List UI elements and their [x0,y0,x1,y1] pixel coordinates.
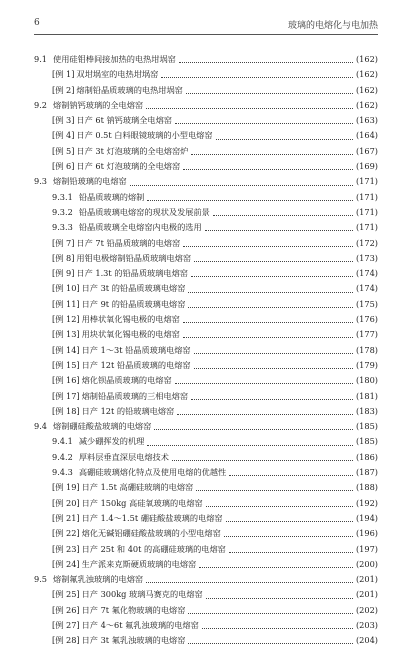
dot-leader [216,139,353,140]
toc-entry-number: [例 25] [52,589,80,600]
dot-leader [229,552,353,553]
toc-entry-page: (174) [355,283,378,294]
dot-leader [175,383,353,384]
toc-entry[interactable] [34,312,378,327]
toc-entry-number: [例 3] [52,115,75,126]
toc-entry-number: [例 9] [52,268,75,279]
toc-entry[interactable] [34,128,378,143]
toc-entry-title: 熔制铅玻璃的电熔窑 [53,176,127,187]
toc-entry-title: 日产 150kg 高硅氧玻璃的电熔窑 [81,497,203,508]
toc-entry-title: 使用硅钼棒间接加热的电热坩埚窑 [53,54,176,64]
toc-entry-number: [例 23] [52,543,80,554]
toc-entry-number: 9.3 [34,176,48,187]
toc-entry[interactable] [34,542,378,557]
toc-entry[interactable] [34,419,378,434]
toc-entry-number: [例 6] [52,161,75,172]
toc-entry[interactable] [34,587,378,602]
toc-entry-title: 铅晶质玻璃的熔制 [78,191,145,202]
toc-entry-page: (202) [355,604,378,615]
toc-entry-title: 日产 12t 的铅玻璃电熔窑 [81,405,175,416]
toc-entry[interactable] [34,526,378,541]
toc-entry[interactable] [34,67,378,82]
toc-entry-title: 铅晶质玻璃电熔窑的现状及发展前景 [78,206,210,217]
toc-entry-page: (171) [355,176,378,187]
toc-entry-number: 9.3.1 [52,191,73,202]
toc-entry-page: (167) [355,145,378,156]
toc-entry[interactable] [34,618,378,633]
toc-entry-title: 熔化钡晶质玻璃的电熔窑 [81,375,172,386]
toc-entry-number: 9.3.2 [52,206,73,217]
dot-leader [130,185,353,186]
dot-leader [226,521,353,522]
dot-leader [186,93,353,94]
toc-entry[interactable] [34,281,378,296]
toc-entry-title: 日产 6t 钠钙玻璃全电熔窑 [76,115,172,126]
dot-leader [224,536,353,537]
toc-entry-page: (177) [355,329,378,340]
dot-leader [188,613,353,614]
toc-entry-page: (172) [355,237,378,248]
toc-entry-title: 熔制铅晶质玻璃的三相电熔窑 [81,390,189,401]
toc-entry-page: (162) [355,54,378,64]
toc-entry-number: 9.2 [34,99,48,110]
toc-entry-number: [例 27] [52,619,80,630]
toc-entry-number: 9.3.3 [52,222,73,233]
toc-entry-number: 9.4.1 [52,436,73,447]
toc-entry-number: [例 28] [52,635,80,646]
toc-entry-number: 9.4.3 [52,467,73,478]
dot-leader [206,506,353,507]
toc-entry-title: 熔化无碱铝硼硅酸盐玻璃的小型电熔窑 [81,528,221,539]
toc-entry-title: 日产 3t 灯泡玻璃的全电熔窑炉 [76,145,189,156]
toc-entry-page: (185) [355,421,378,432]
toc-entry-page: (194) [355,512,378,523]
dot-leader [213,215,353,216]
toc-entry[interactable] [34,358,378,373]
toc-entry[interactable] [34,174,378,189]
toc-entry-number: [例 22] [52,528,80,539]
toc-entry[interactable] [34,511,378,526]
toc-entry-number: 9.4.2 [52,451,73,462]
toc-entry-page: (203) [355,619,378,630]
dot-leader [205,230,353,231]
toc-entry-page: (180) [355,375,378,386]
toc-entry[interactable] [34,327,378,342]
toc-entry[interactable] [34,205,378,220]
toc-entry-title: 日产 1.4～1.5t 硼硅酸盐玻璃的电熔窑 [81,512,223,523]
toc-entry[interactable] [34,113,378,128]
page-number: 6 [34,18,40,28]
toc-entry-number: [例 13] [52,329,80,340]
toc-entry-title: 铅晶质玻璃全电熔窑内电极的选用 [78,222,202,233]
toc-entry[interactable] [34,450,378,465]
dot-leader [191,399,353,400]
dot-leader [206,598,353,599]
toc-entry[interactable] [34,557,378,572]
dot-leader [196,490,353,491]
toc-entry-title: 日产 7t 铅晶质玻璃的电熔窑 [76,237,181,248]
toc-entry-number: [例 16] [52,375,80,386]
running-title: 玻璃的电熔化与电加热 [287,21,378,31]
dot-leader [188,292,353,293]
toc-entry-title: 熔制氟乳浊玻璃的电熔窑 [53,574,144,585]
toc-entry-page: (171) [355,191,378,202]
toc-entry-number: [例 11] [52,298,80,309]
toc-entry[interactable] [34,190,378,205]
toc-entry-number: [例 8] [52,252,75,263]
toc-entry-page: (186) [355,451,378,462]
toc-entry-title: 熔制铅晶质玻璃的电热坩埚窑 [76,84,183,95]
toc-entry[interactable] [34,297,378,312]
toc-entry-page: (171) [355,206,378,217]
toc-entry-page: (185) [355,436,378,447]
dot-leader [146,582,353,583]
dot-leader [154,429,353,430]
toc-entry[interactable] [34,373,378,388]
dot-leader [188,307,353,308]
toc-entry-number: [例 5] [52,145,75,156]
toc-entry-title: 日产 4～6t 氟乳浊玻璃的电熔窑 [81,619,199,630]
dot-leader [194,353,353,354]
dot-leader [183,337,353,338]
toc-entry-number: [例 2] [52,84,75,95]
toc-entry-title: 日产 0.5t 白料眼镜玻璃的小型电熔窑 [76,130,213,141]
toc-entry-page: (197) [355,543,378,554]
toc-entry-title: 日产 25t 和 40t 的高硼硅玻璃的电熔窑 [81,543,226,554]
dot-leader [194,261,353,262]
toc-entry[interactable] [34,52,378,67]
toc-entry-page: (187) [355,467,378,478]
toc-entry-title: 高硼硅玻璃熔化特点及使用电熔的优越性 [78,467,227,478]
toc-entry-number: [例 7] [52,237,75,248]
toc-entry-title: 日产 12t 铅晶质玻璃的电熔窑 [81,359,191,370]
toc-entry-number: 9.5 [34,574,48,585]
toc-entry-number: [例 12] [52,314,80,325]
toc-entry[interactable] [34,343,378,358]
toc-entry[interactable] [34,404,378,419]
toc-entry-page: (188) [355,482,378,493]
toc-entry-page: (171) [355,222,378,233]
toc-entry-page: (163) [355,115,378,126]
dot-leader [199,567,353,568]
toc-entry-title: 用棒状氧化锡电极的电熔窑 [81,314,180,325]
toc-entry[interactable] [34,98,378,113]
toc-entry-number: 9.4 [34,421,48,432]
toc-entry-number: 9.1 [34,54,48,64]
toc-entry-page: (162) [355,84,378,95]
toc-entry-page: (173) [355,252,378,263]
toc-entry-title: 日产 3t 氟乳浊玻璃的电熔窑 [81,635,186,646]
toc-entry[interactable] [34,159,378,174]
toc-entry-number: [例 20] [52,497,80,508]
toc-entry-title: 日产 300kg 玻璃马赛克的电熔窑 [81,589,203,600]
toc-entry-title: 用块状氧化锡电极的电熔窑 [81,329,180,340]
toc-entry-number: [例 24] [52,558,80,569]
toc-entry-page: (169) [355,161,378,172]
toc-entry-title: 日产 7t 氟化物玻璃的电熔窑 [81,604,186,615]
dot-leader [179,62,353,63]
dot-leader [229,475,353,476]
toc-entry[interactable] [34,236,378,251]
toc-entry[interactable] [34,434,378,449]
toc-entry[interactable] [34,572,378,587]
toc-entry-title: 日产 3t 的铅晶质玻璃电熔窑 [81,283,186,294]
toc-entry-page: (164) [355,130,378,141]
dot-leader [183,322,353,323]
toc-entry-number: [例 4] [52,130,75,141]
toc-entry-page: (174) [355,268,378,279]
dot-leader [188,643,353,644]
toc-entry[interactable] [34,144,378,159]
toc-entry-page: (200) [355,558,378,569]
toc-entry-title: 日产 1.3t 的铅晶质玻璃电熔窑 [76,268,188,279]
table-of-contents [34,52,378,649]
toc-entry-title: 厚料层垂直深层电熔技术 [78,451,169,462]
toc-entry-number: [例 21] [52,512,80,523]
toc-entry-number: [例 19] [52,482,80,493]
toc-entry-number: [例 26] [52,604,80,615]
dot-leader [191,276,353,277]
toc-entry-title: 熔制硼硅酸盐玻璃的电熔窑 [53,421,152,432]
toc-entry-title: 熔制钠钙玻璃的全电熔窑 [53,99,144,110]
toc-entry-page: (179) [355,359,378,370]
toc-entry-title: 日产 1.5t 高硼硅玻璃的电熔窑 [81,482,194,493]
toc-entry-page: (192) [355,497,378,508]
toc-entry-page: (196) [355,528,378,539]
dot-leader [177,414,353,415]
toc-entry-page: (175) [355,298,378,309]
dot-leader [202,628,353,629]
toc-entry-page: (201) [355,589,378,600]
toc-entry-number: [例 14] [52,344,80,355]
dot-leader [172,460,353,461]
toc-entry[interactable] [34,480,378,495]
toc-entry-page: (162) [355,99,378,110]
toc-entry-page: (181) [355,390,378,401]
toc-entry-number: [例 10] [52,283,80,294]
toc-entry[interactable] [34,496,378,511]
toc-entry-page: (204) [355,635,378,646]
toc-entry-page: (201) [355,574,378,585]
dot-leader [161,77,353,78]
toc-entry[interactable] [34,266,378,281]
toc-entry-page: (162) [355,69,378,80]
page-header [34,18,378,32]
toc-entry-page: (176) [355,314,378,325]
toc-entry-number: [例 15] [52,359,80,370]
dot-leader [183,169,353,170]
toc-entry-title: 生产派来克斯硬质玻璃的电熔窑 [81,558,197,569]
toc-entry-title: 减少硼挥发的机理 [78,436,145,447]
toc-entry-title: 日产 6t 灯泡玻璃的全电熔窑 [76,161,181,172]
header-rule [34,34,378,35]
toc-entry-number: [例 1] [52,69,75,80]
toc-entry-title: 日产 9t 的铅晶质玻璃电熔窑 [81,298,186,309]
dot-leader [175,123,353,124]
toc-entry[interactable] [34,465,378,480]
toc-entry[interactable] [34,220,378,235]
dot-leader [147,445,353,446]
toc-entry[interactable] [34,83,378,98]
toc-entry[interactable] [34,633,378,648]
toc-entry-title: 用钼电极熔制铅晶质玻璃电熔窑 [76,252,192,263]
toc-entry-page: (178) [355,344,378,355]
dot-leader [147,200,353,201]
dot-leader [191,154,353,155]
toc-entry-page: (183) [355,405,378,416]
toc-entry-number: [例 18] [52,405,80,416]
toc-entry[interactable] [34,251,378,266]
toc-entry-number: [例 17] [52,390,80,401]
toc-entry[interactable] [34,603,378,618]
dot-leader [183,246,353,247]
toc-entry-title: 日产 1～3t 铅晶质玻璃电熔窑 [81,344,191,355]
dot-leader [194,368,353,369]
toc-entry[interactable] [34,389,378,404]
dot-leader [146,108,353,109]
toc-entry-title: 双坩埚室的电热坩埚窑 [76,69,159,80]
